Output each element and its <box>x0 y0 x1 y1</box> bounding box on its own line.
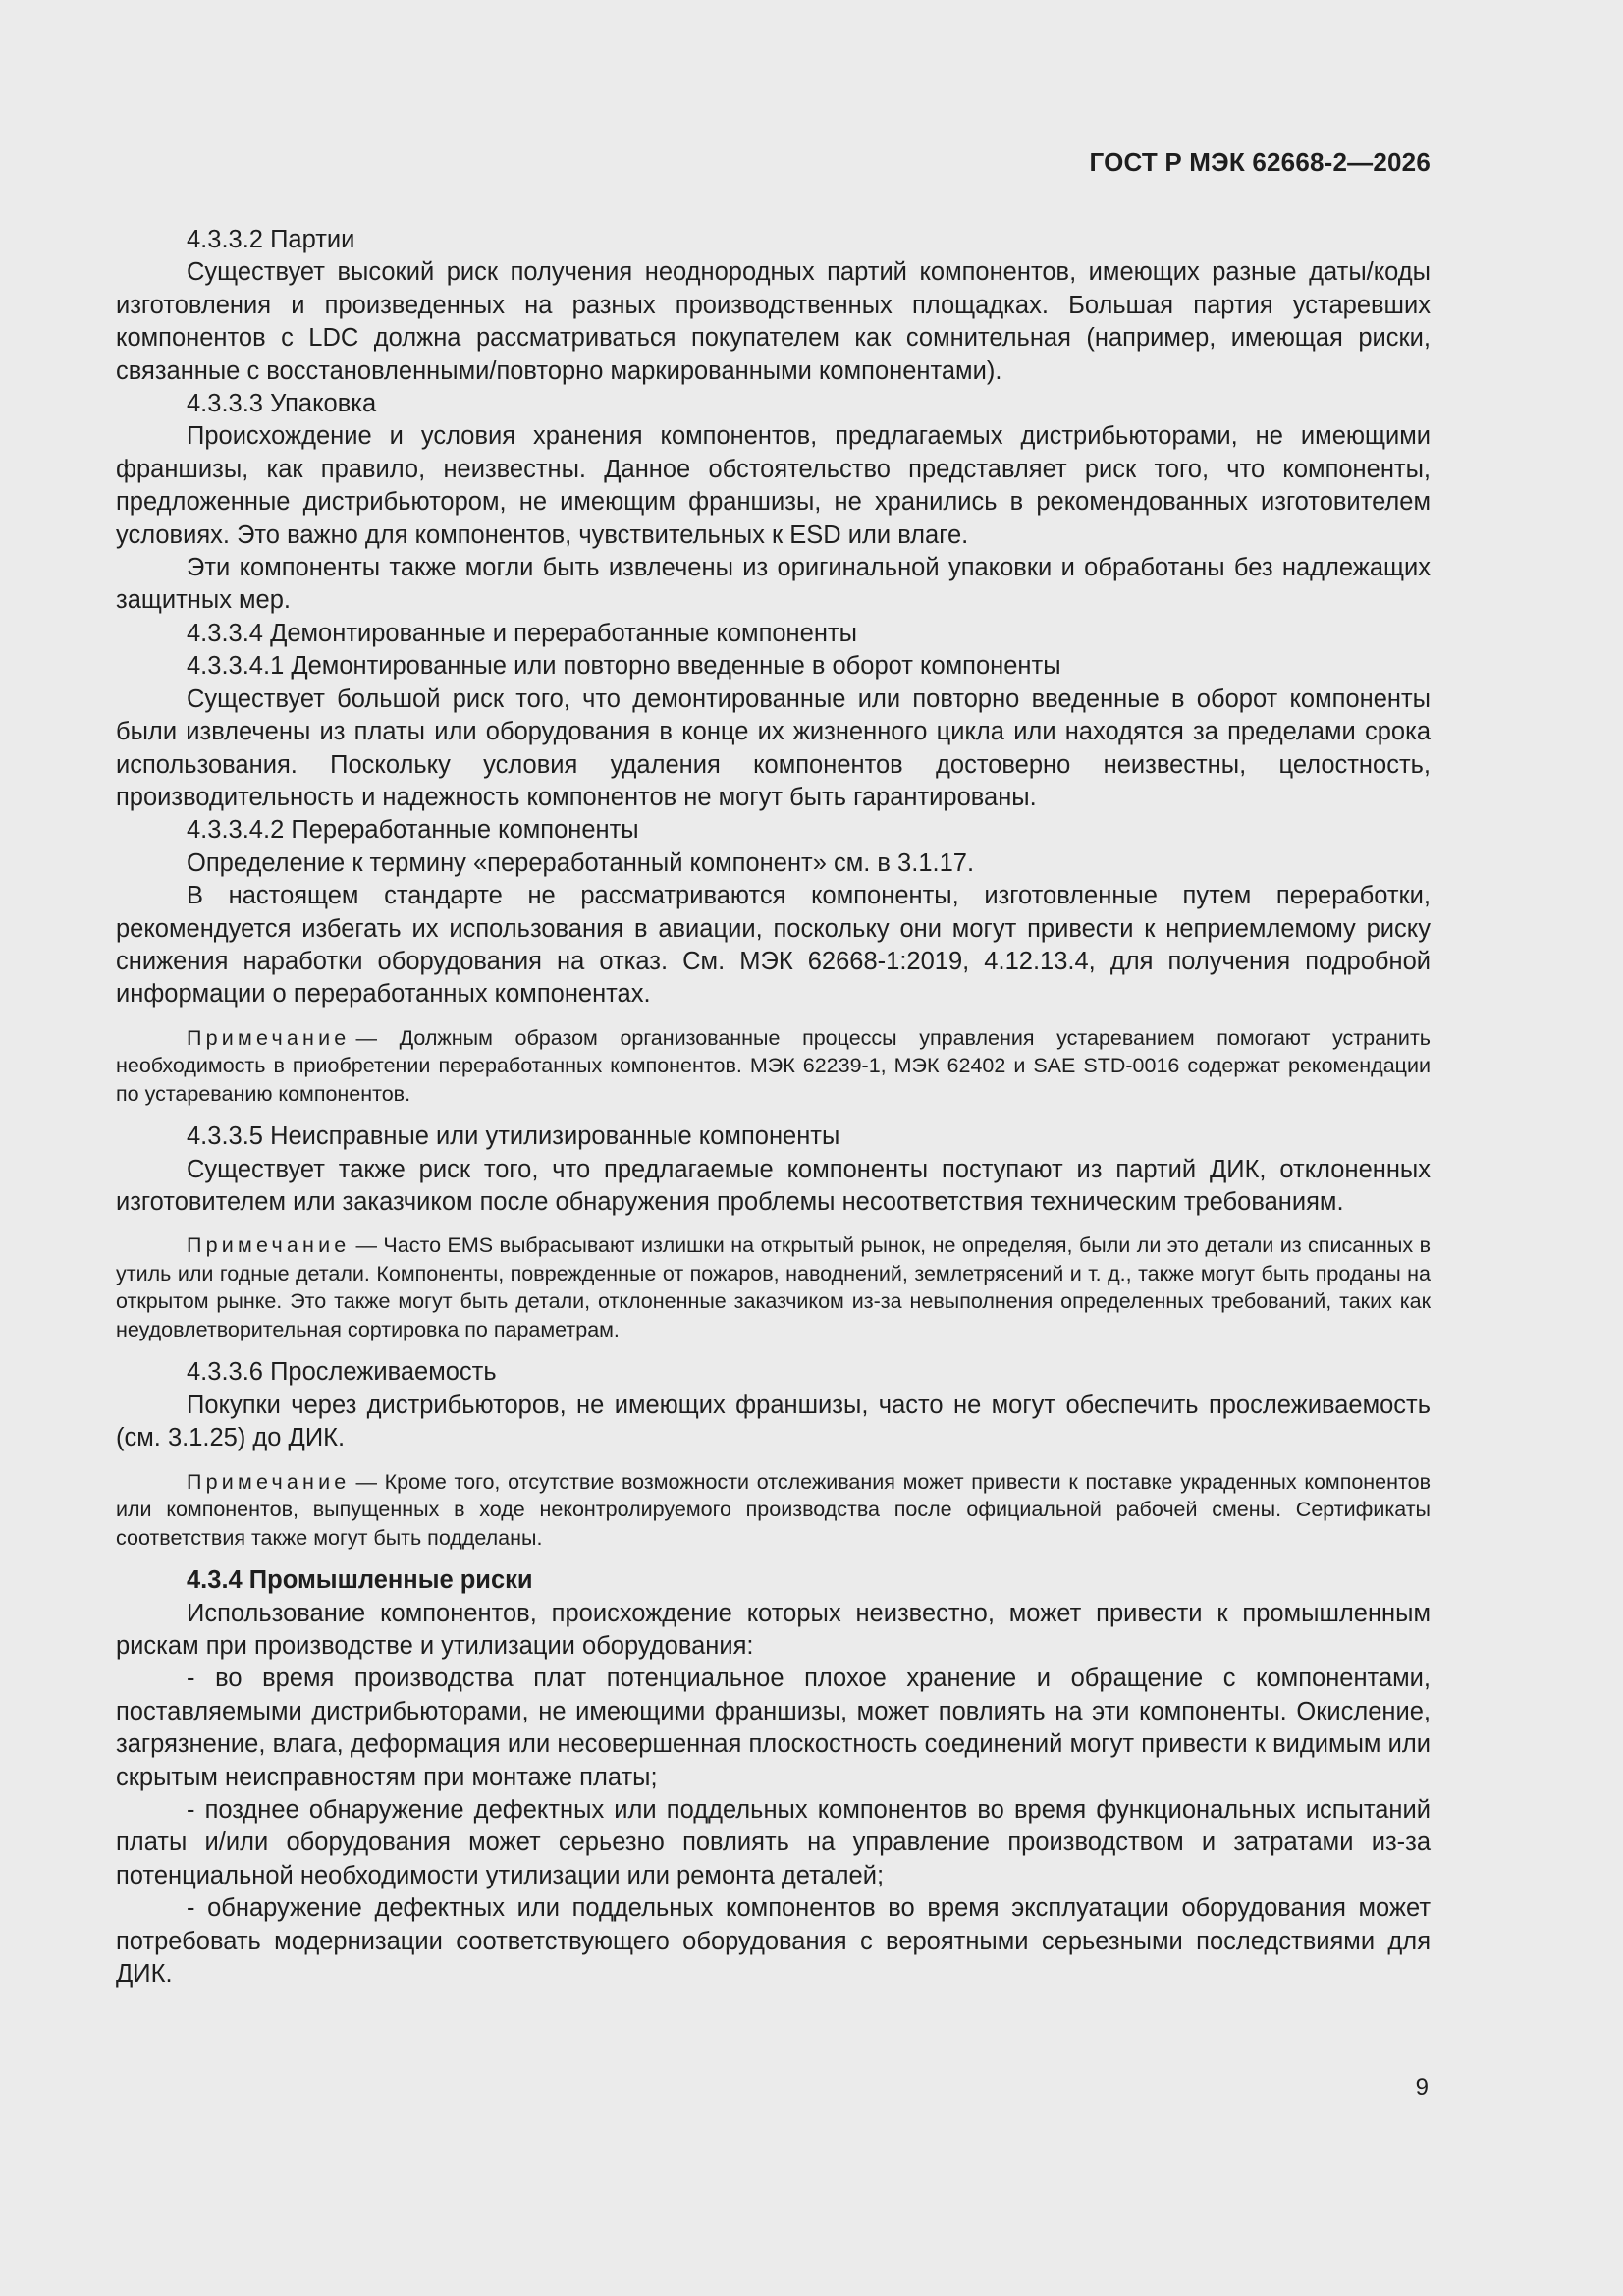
document-body <box>116 224 1431 1991</box>
note-paragraph <box>116 1468 1431 1553</box>
note-label: Примечание <box>187 1233 351 1258</box>
body-paragraph: Существует большой риск того, что демонтированные или повторно введенные в оборот компоненты были извлечены из платы или оборудования в конце их жизненного цикла или находятся за пределами срока использования. Поскольку условия удаления компонентов достоверно неизвестны, целостность, производительность и надежность компонентов не могут быть гарантированы. <box>116 684 1431 811</box>
note-label: Примечание <box>187 1469 351 1494</box>
note-text: — Должным образом организованные процессы управления устареванием помогают устранить необходимость в приобретении переработанных компонентов. МЭК 62239-1, МЭК 62402 и SAE STD-0016 содержат рекомендации по устареванию компонентов. <box>116 1025 1431 1106</box>
page-number: 9 <box>1415 2074 1429 2101</box>
section-heading: 4.3.3.4.2 Переработанные компоненты <box>187 816 639 845</box>
body-paragraph: Эти компоненты также могли быть извлечены из оригинальной упаковки и обработаны без надлежащих защитных мер. <box>116 554 1431 615</box>
body-paragraph: Существует также риск того, что предлагаемые компоненты поступают из партий ДИК, отклоненных изготовителем или заказчиком после обнаружения проблемы несоответствия техническим требованиям. <box>116 1155 1431 1217</box>
note-text: — Часто EMS выбрасывают излишки на открытый рынок, не определяя, были ли это детали из списанных в утиль или годные детали. Компоненты, поврежденные от пожаров, наводнений, землетрясений и т. д., также могут быть проданы на открытом рынке. Это также могут быть детали, отклоненные заказчиком из-за невыполнения определенных требований, таких как неудовлетворительная сортировка по параметрам. <box>116 1233 1431 1341</box>
note-text: — Кроме того, отсутствие возможности отслеживания может привести к поставке украденных компонентов или компонентов, выпущенных в ходе неконтролируемого производства после официальной рабочей смены. Сертификаты соответствия также могут быть подделаны. <box>116 1469 1431 1550</box>
note-label: Примечание <box>187 1025 351 1050</box>
body-paragraph: Существует высокий риск получения неоднородных партий компонентов, имеющих разные даты/коды изготовления и произведенных на разных производственных площадках. Большая партия устаревших компонентов с LDC должна рассматриваться покупателем как сомнительная (например, имеющая риски, связанные с восстановленными/повторно маркированными компонентами). <box>116 258 1431 385</box>
note-paragraph <box>116 1024 1431 1109</box>
list-item: - во время производства плат потенциальное плохое хранение и обращение с компонентами, поставляемыми дистрибьюторами, не имеющими франшизы, может повлиять на эти компоненты. Окисление, загрязнение, влага, деформация или несовершенная плоскостность соединений могут привести к видимым или скрытым неисправностям при монтаже платы; <box>116 1665 1431 1791</box>
note-paragraph <box>116 1231 1431 1343</box>
body-paragraph: Покупки через дистрибьюторов, не имеющих франшизы, часто не могут обеспечить прослеживаемость (см. 3.1.25) до ДИК. <box>116 1391 1431 1452</box>
section-heading: 4.3.3.4 Демонтированные и переработанные компоненты <box>187 619 857 647</box>
section-heading: 4.3.3.5 Неисправные или утилизированные компоненты <box>187 1122 840 1151</box>
section-heading: 4.3.3.2 Партии <box>187 226 355 253</box>
list-item: - позднее обнаружение дефектных или поддельных компонентов во время функциональных испытаний платы и/или оборудования может серьезно повлиять на управление производством и затратами из-за потенциальной необходимости утилизации или ремонта деталей; <box>116 1796 1431 1889</box>
document-code-header: ГОСТ Р МЭК 62668-2—2026 <box>1089 147 1431 177</box>
section-heading: 4.3.3.3 Упаковка <box>187 390 377 418</box>
list-item: - обнаружение дефектных или поддельных компонентов во время эксплуатации оборудования может потребовать модернизации соответствующего оборудования с вероятными серьезными последствиями для ДИК. <box>116 1894 1431 1989</box>
section-heading: 4.3.3.4.1 Демонтированные или повторно введенные в оборот компоненты <box>187 652 1061 681</box>
body-paragraph: В настоящем стандарте не рассматриваются компоненты, изготовленные путем переработки, рекомендуется избегать их использования в авиации, поскольку они могут привести к неприемлемому риску снижения наработки оборудования на отказ. См. МЭК 62668-1:2019, 4.12.13.4, для получения подробной информации о переработанных компонентах. <box>116 882 1431 1009</box>
section-heading: 4.3.3.6 Прослеживаемость <box>187 1358 497 1387</box>
body-paragraph: Происхождение и условия хранения компонентов, предлагаемых дистрибьюторами, не имеющими франшизы, как правило, неизвестны. Данное обстоятельство представляет риск того, что компоненты, предложенные дистрибьютором, не имеющим франшизы, не хранились в рекомендованных изготовителем условиях. Это важно для компонентов, чувствительных к ESD или влаге. <box>116 422 1431 549</box>
body-paragraph: Определение к термину «переработанный компонент» см. в 3.1.17. <box>187 848 975 877</box>
subsection-heading: 4.3.4 Промышленные риски <box>187 1566 533 1595</box>
body-paragraph: Использование компонентов, происхождение которых неизвестно, может привести к промышленным рискам при производстве и утилизации оборудования: <box>116 1599 1431 1660</box>
